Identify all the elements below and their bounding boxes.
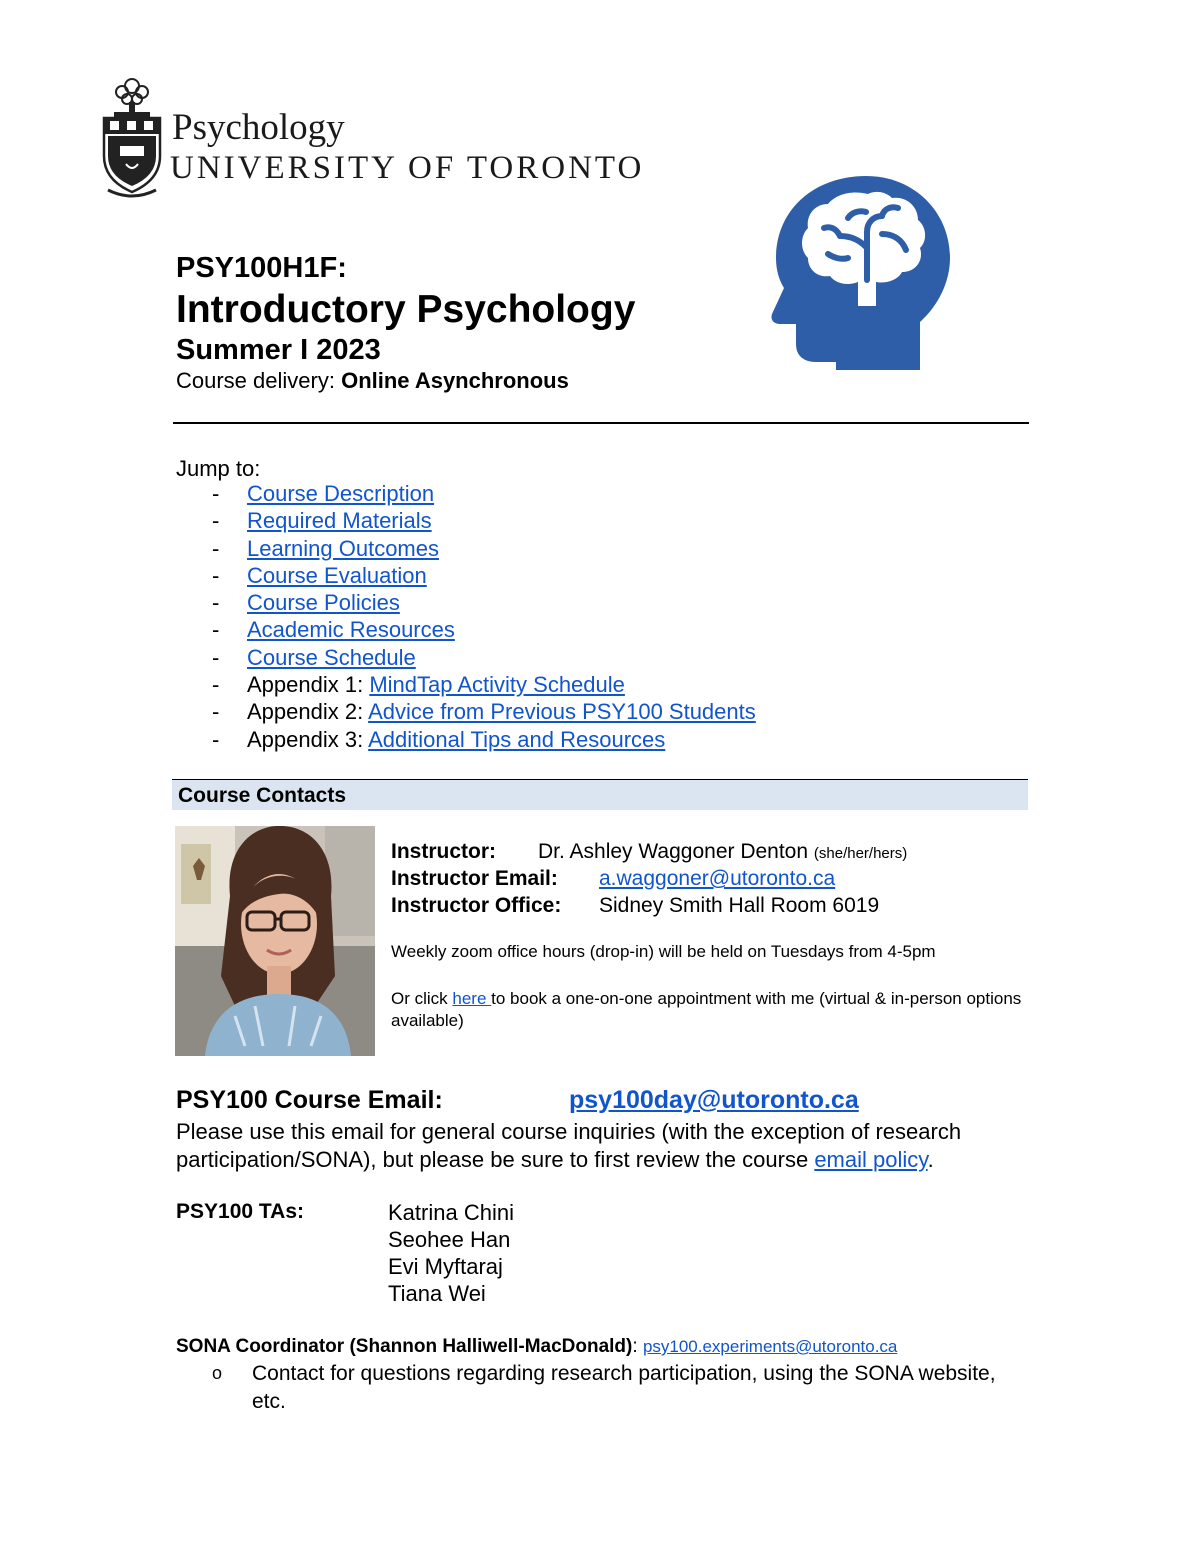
university-wordmark: UNIVERSITY OF TORONTO: [170, 150, 645, 186]
office-hours-text: Weekly zoom office hours (drop-in) will be held on Tuesdays from 4-5pm: [391, 942, 936, 961]
instructor-office-row: [391, 894, 879, 918]
jump-link-course-evaluation[interactable]: Course Evaluation: [247, 562, 427, 588]
course-delivery-label: Course delivery:: [176, 368, 342, 393]
jump-link-academic-resources[interactable]: Academic Resources: [247, 617, 455, 643]
university-crest-logo: [100, 72, 164, 204]
course-code: PSY100H1F:: [176, 252, 347, 284]
course-email-note: Please use this email for general course inquiries (with the exception of research participation/SONA), but please be sure to first review the course email policy.: [176, 1119, 962, 1172]
course-contacts-section-bar: [172, 779, 1028, 810]
instructor-office-value: Sidney Smith Hall Room 6019: [599, 894, 880, 917]
instructor-photo: [175, 826, 375, 1056]
course-email-row: [176, 1086, 859, 1115]
instructor-label: Instructor:: [391, 840, 496, 863]
sona-note: Contact for questions regarding research participation, using the SONA website, etc.: [252, 1362, 996, 1413]
instructor-office-label: Instructor Office:: [391, 894, 562, 917]
instructor-email-row: [391, 867, 835, 891]
brain-head-icon: [770, 172, 952, 372]
course-contacts-heading: Course Contacts: [178, 784, 347, 807]
jump-link-advice[interactable]: Advice from Previous PSY100 Students: [368, 699, 756, 725]
jump-link-learning-outcomes[interactable]: Learning Outcomes: [247, 535, 439, 561]
booking-here-link[interactable]: here: [452, 989, 492, 1008]
instructor-email-label: Instructor Email:: [391, 867, 558, 890]
sona-bullet-icon: o: [212, 1363, 223, 1383]
jump-link-course-policies[interactable]: Course Policies: [247, 590, 400, 616]
ta-name: Seohee Han: [388, 1227, 511, 1252]
tas-list: [388, 1199, 514, 1307]
jump-link-additional-tips[interactable]: Additional Tips and Resources: [368, 726, 666, 752]
instructor-pronouns: (she/her/hers): [813, 845, 908, 862]
course-title: Introductory Psychology: [176, 288, 636, 331]
jump-link-mindtap-schedule[interactable]: MindTap Activity Schedule: [369, 672, 625, 698]
instructor-row: [391, 840, 907, 864]
ta-name: Evi Myftaraj: [388, 1254, 503, 1279]
email-policy-link[interactable]: email policy: [814, 1147, 928, 1172]
ta-name: Tiana Wei: [388, 1281, 486, 1306]
course-term: Summer I 2023: [176, 334, 381, 366]
jump-to-label: Jump to:: [176, 456, 261, 481]
course-delivery: [176, 368, 569, 394]
instructor-email-link[interactable]: a.waggoner@utoronto.ca: [599, 867, 836, 890]
course-email-label: PSY100 Course Email:: [176, 1086, 443, 1114]
department-wordmark: Psychology: [172, 107, 345, 148]
jump-link-course-schedule[interactable]: Course Schedule: [247, 644, 416, 670]
booking-text: Or click here to book a one-on-one appointment with me (virtual & in-person options available): [391, 989, 1022, 1030]
sona-coordinator-label: SONA Coordinator (Shannon Halliwell-MacDonald): [176, 1336, 633, 1357]
header-divider: [173, 422, 1029, 424]
course-email-link[interactable]: psy100day@utoronto.ca: [569, 1086, 859, 1114]
instructor-name: Dr. Ashley Waggoner Denton: [538, 840, 809, 863]
course-delivery-value: Online Asynchronous: [341, 368, 569, 393]
ta-name: Katrina Chini: [388, 1200, 514, 1225]
jump-link-course-description[interactable]: Course Description: [247, 481, 435, 506]
tas-label: PSY100 TAs:: [176, 1200, 304, 1223]
jump-link-required-materials[interactable]: Required Materials: [247, 508, 432, 534]
sona-email-link[interactable]: psy100.experiments@utoronto.ca: [642, 1337, 898, 1356]
sona-coordinator-row: SONA Coordinator (Shannon Halliwell-MacDonald): psy100.experiments@utoronto.ca: [176, 1336, 898, 1357]
